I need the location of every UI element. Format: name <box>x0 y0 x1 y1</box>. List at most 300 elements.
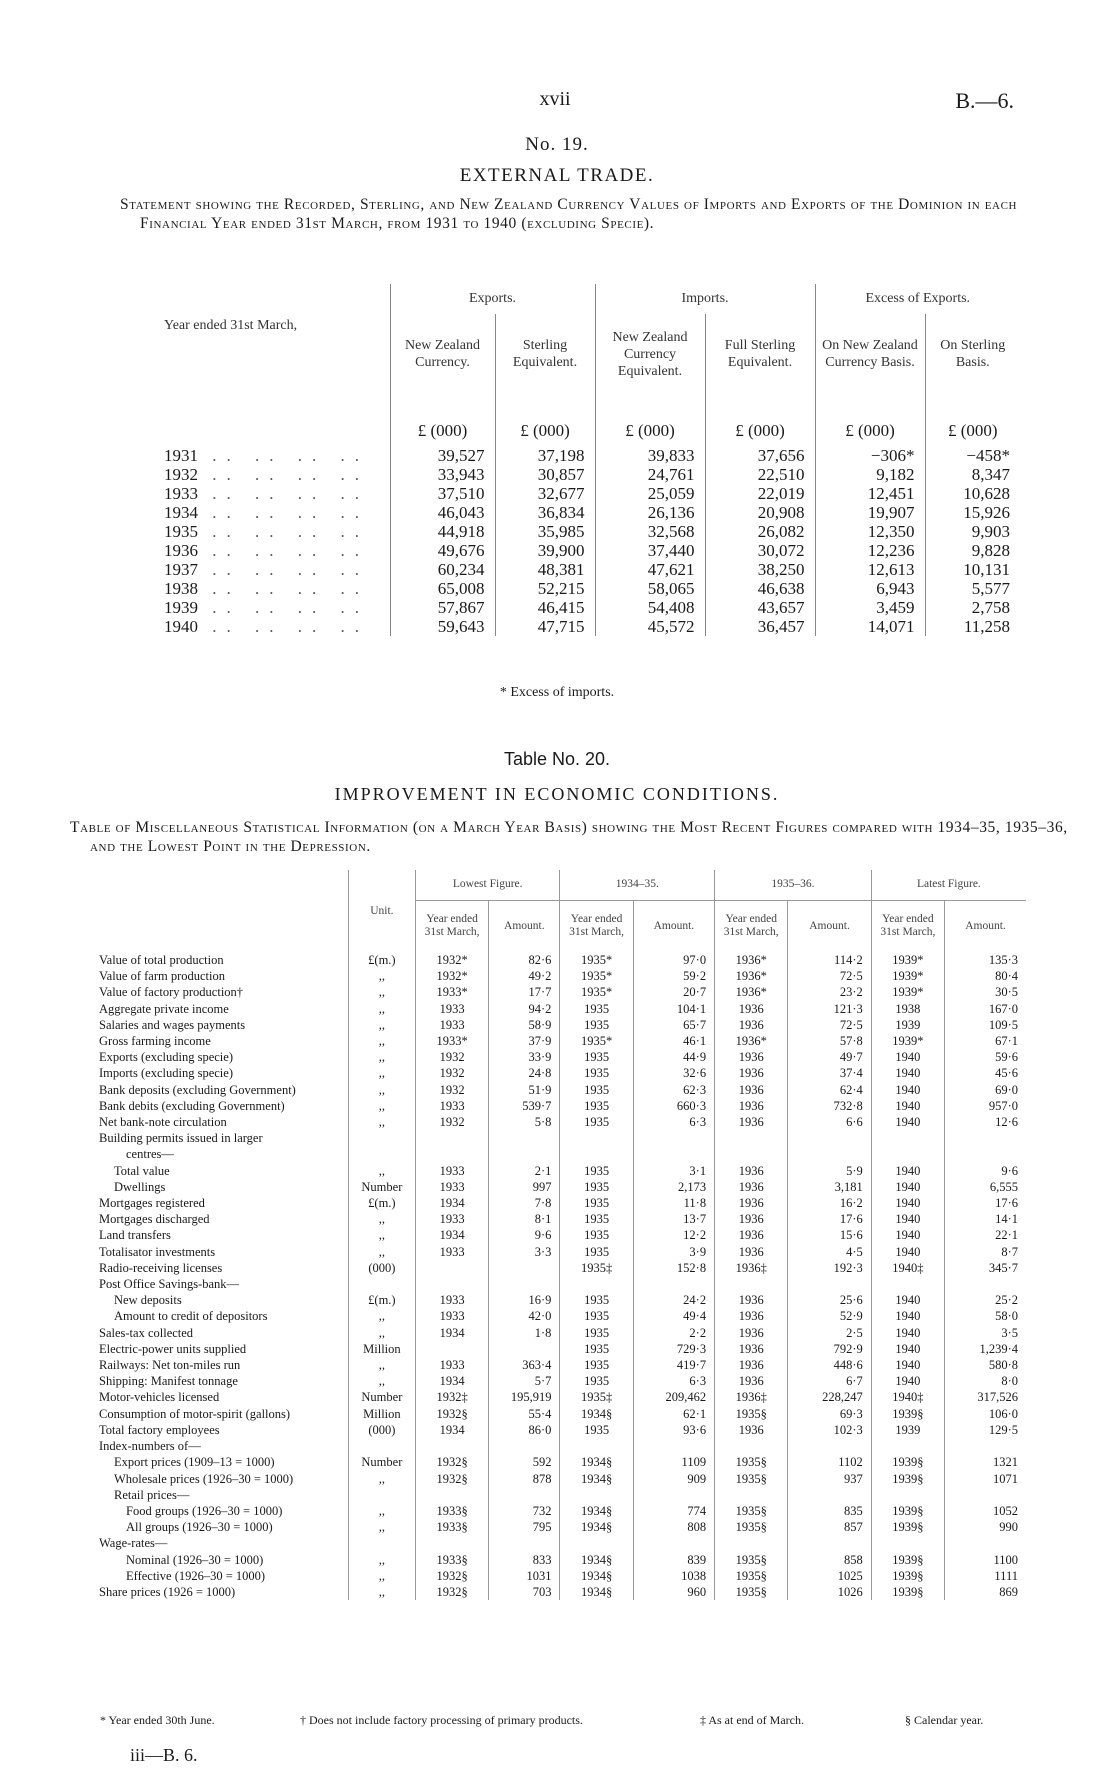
row-label: Dwellings <box>114 1179 166 1194</box>
table-row <box>96 1033 1026 1049</box>
year-cell <box>160 446 390 465</box>
subheader-nz-currency-equivalent: New Zealand Currency Equivalent. <box>595 314 705 394</box>
year-cell: 1933 <box>415 1211 488 1227</box>
amount-cell: 33·9 <box>489 1049 560 1065</box>
amount-cell: 3·3 <box>489 1244 560 1260</box>
amount-cell <box>633 1130 714 1146</box>
year-cell: 1933 <box>415 1098 488 1114</box>
row-label: Retail prices— <box>114 1487 190 1502</box>
unit-column-header: Unit. <box>348 870 415 952</box>
year-cell: 1940 <box>871 1065 944 1081</box>
amount-cell: 51·9 <box>489 1082 560 1098</box>
amount-cell: 3,181 <box>788 1179 871 1195</box>
amount-cell: 69·3 <box>788 1406 871 1422</box>
table-row <box>160 446 1020 465</box>
year-cell: 1935§ <box>715 1454 788 1470</box>
value-cell: 45,572 <box>595 617 705 636</box>
value-cell: 9,828 <box>925 541 1020 560</box>
amount-cell: 5·9 <box>788 1163 871 1179</box>
table-row <box>96 1519 1026 1535</box>
unit-cell: ,, <box>348 1065 415 1081</box>
amount-cell: 23·2 <box>788 984 871 1000</box>
value-cell: 26,082 <box>705 522 815 541</box>
amount-cell: 1071 <box>945 1471 1027 1487</box>
table-row <box>96 1406 1026 1422</box>
page-signature: iii—B. 6. <box>130 1745 198 1765</box>
amount-cell: 580·8 <box>945 1357 1027 1373</box>
footnote-factory-processing: † Does not include factory processing of primary products. <box>300 1713 583 1727</box>
year-cell <box>560 1487 633 1503</box>
year-cell: 1936 <box>715 1341 788 1357</box>
table-row <box>96 1001 1026 1017</box>
year-cell <box>871 1146 944 1162</box>
group-header-imports: Imports. <box>595 284 815 314</box>
amount-cell: 109·5 <box>945 1017 1027 1033</box>
year-cell: 1935 <box>560 1357 633 1373</box>
unit-cell: ,, <box>348 1017 415 1033</box>
amount-cell: 152·8 <box>633 1260 714 1276</box>
year-value: 1939 <box>164 598 198 617</box>
subheader-year: Year ended 31st March, <box>415 900 488 952</box>
year-cell: 1934§ <box>560 1519 633 1535</box>
amount-cell <box>489 1146 560 1162</box>
table-row <box>96 1049 1026 1065</box>
amount-cell: 1,239·4 <box>945 1341 1027 1357</box>
year-cell: 1936 <box>715 1244 788 1260</box>
year-cell: 1935* <box>560 984 633 1000</box>
year-value: 1940 <box>164 617 198 636</box>
amount-cell: 792·9 <box>788 1341 871 1357</box>
amount-cell: 808 <box>633 1519 714 1535</box>
leader-dots: .. .. .. .. <box>198 446 369 465</box>
amount-cell: 17·6 <box>945 1195 1027 1211</box>
value-cell: 59,643 <box>390 617 495 636</box>
year-cell <box>871 1130 944 1146</box>
year-cell: 1936 <box>715 1049 788 1065</box>
year-cell: 1940 <box>871 1049 944 1065</box>
value-cell: 12,236 <box>815 541 925 560</box>
amount-cell <box>633 1276 714 1292</box>
year-cell: 1934 <box>415 1325 488 1341</box>
value-cell: 38,250 <box>705 560 815 579</box>
row-label: centres— <box>126 1147 174 1162</box>
amount-cell: 25·2 <box>945 1292 1027 1308</box>
amount-cell: 25·6 <box>788 1292 871 1308</box>
amount-cell: 909 <box>633 1471 714 1487</box>
amount-cell: 7·8 <box>489 1195 560 1211</box>
table-row <box>96 1114 1026 1130</box>
amount-cell: 8·1 <box>489 1211 560 1227</box>
table-row <box>96 1568 1026 1584</box>
year-cell: 1935§ <box>715 1568 788 1584</box>
year-cell: 1933§ <box>415 1503 488 1519</box>
leader-dots: .. .. .. .. <box>198 617 369 636</box>
amount-cell: 97·0 <box>633 952 714 968</box>
table-row <box>160 598 1020 617</box>
value-cell: 54,408 <box>595 598 705 617</box>
row-label: Imports (excluding specie) <box>99 1066 233 1081</box>
unit-cell: ,, <box>348 1227 415 1243</box>
year-cell: 1936 <box>715 1357 788 1373</box>
subheader-year: Year ended 31st March, <box>871 900 944 952</box>
row-label: Index-numbers of— <box>99 1439 201 1454</box>
table-row <box>160 617 1020 636</box>
year-cell: 1940‡ <box>871 1389 944 1405</box>
year-cell <box>160 579 390 598</box>
value-cell: 25,059 <box>595 484 705 503</box>
year-cell: 1935 <box>560 1292 633 1308</box>
year-cell: 1939 <box>871 1422 944 1438</box>
year-cell: 1940‡ <box>871 1260 944 1276</box>
unit-label: £ (000) <box>390 394 495 446</box>
unit-cell: Number <box>348 1179 415 1195</box>
row-label: Total value <box>114 1163 170 1178</box>
leader-dots: .. .. .. .. <box>198 465 369 484</box>
year-cell: 1933 <box>415 1292 488 1308</box>
year-stub-header: Year ended 31st March, <box>164 318 298 333</box>
year-cell: 1940 <box>871 1179 944 1195</box>
year-cell: 1936 <box>715 1065 788 1081</box>
amount-cell: 57·8 <box>788 1033 871 1049</box>
unit-label: £ (000) <box>925 394 1020 446</box>
group-header-1935-36: 1935–36. <box>715 870 872 900</box>
year-cell <box>415 1276 488 1292</box>
table-row <box>160 541 1020 560</box>
row-label: Consumption of motor-spirit (gallons) <box>99 1406 291 1421</box>
amount-cell: 86·0 <box>489 1422 560 1438</box>
year-cell: 1935 <box>560 1211 633 1227</box>
amount-cell: 17·6 <box>788 1211 871 1227</box>
year-cell <box>715 1130 788 1146</box>
year-cell: 1936 <box>715 1422 788 1438</box>
unit-cell: ,, <box>348 1049 415 1065</box>
year-cell <box>871 1276 944 1292</box>
year-cell: 1933 <box>415 1357 488 1373</box>
year-cell: 1934§ <box>560 1552 633 1568</box>
amount-cell: 703 <box>489 1584 560 1600</box>
table-row <box>160 484 1020 503</box>
year-cell: 1934§ <box>560 1568 633 1584</box>
year-cell: 1940 <box>871 1114 944 1130</box>
subheader-amount: Amount. <box>489 900 560 952</box>
table-row <box>96 1082 1026 1098</box>
amount-cell: 3·1 <box>633 1163 714 1179</box>
year-cell: 1935§ <box>715 1519 788 1535</box>
table-row <box>96 1341 1026 1357</box>
amount-cell: 6,555 <box>945 1179 1027 1195</box>
table-row <box>160 465 1020 484</box>
value-cell: 22,510 <box>705 465 815 484</box>
unit-label: £ (000) <box>815 394 925 446</box>
row-label: Wholesale prices (1926–30 = 1000) <box>114 1471 294 1486</box>
year-cell: 1932* <box>415 952 488 968</box>
value-cell: 47,621 <box>595 560 705 579</box>
amount-cell: 6·3 <box>633 1114 714 1130</box>
year-cell <box>160 617 390 636</box>
amount-cell: 6·7 <box>788 1373 871 1389</box>
row-label: Mortgages discharged <box>99 1212 210 1227</box>
year-cell <box>415 1130 488 1146</box>
year-cell <box>715 1146 788 1162</box>
year-cell: 1940 <box>871 1082 944 1098</box>
year-cell: 1936 <box>715 1373 788 1389</box>
year-cell: 1932 <box>415 1065 488 1081</box>
amount-cell: 1109 <box>633 1454 714 1470</box>
amount-cell <box>788 1130 871 1146</box>
year-cell: 1932§ <box>415 1471 488 1487</box>
row-label: Electric-power units supplied <box>99 1341 247 1356</box>
amount-cell: 135·3 <box>945 952 1027 968</box>
amount-cell: 419·7 <box>633 1357 714 1373</box>
value-cell: 3,459 <box>815 598 925 617</box>
leader-dots: .. .. .. .. <box>198 522 369 541</box>
year-cell: 1936 <box>715 1227 788 1243</box>
table-20-title: IMPROVEMENT IN ECONOMIC CONDITIONS. <box>334 784 780 804</box>
year-cell: 1940 <box>871 1227 944 1243</box>
amount-cell: 2·2 <box>633 1325 714 1341</box>
amount-cell: 957·0 <box>945 1098 1027 1114</box>
table-19-description: Statement showing the Recorded, Sterling, and New Zealand Currency Values of Imports and Exports of the Dominion in each Financial Year ended 31st March, from 1931 to 1940 (excluding Specie). <box>120 196 1018 232</box>
row-label: Value of factory production† <box>99 985 244 1000</box>
year-cell: 1935 <box>560 1308 633 1324</box>
year-cell: 1939§ <box>871 1471 944 1487</box>
value-cell: 48,381 <box>495 560 595 579</box>
year-cell: 1933 <box>415 1001 488 1017</box>
value-cell: 12,451 <box>815 484 925 503</box>
year-cell: 1932* <box>415 968 488 984</box>
amount-cell <box>633 1146 714 1162</box>
value-cell: 12,350 <box>815 522 925 541</box>
subheader-on-sterling-basis: On Sterling Basis. <box>925 314 1020 394</box>
amount-cell: 20·7 <box>633 984 714 1000</box>
year-value: 1936 <box>164 541 198 560</box>
value-cell: −458* <box>925 446 1020 465</box>
year-cell: 1935 <box>560 1065 633 1081</box>
group-header-excess: Excess of Exports. <box>815 284 1020 314</box>
amount-cell: 2·5 <box>788 1325 871 1341</box>
value-cell: 37,440 <box>595 541 705 560</box>
amount-cell: 209,462 <box>633 1389 714 1405</box>
row-label: Sales-tax collected <box>99 1325 194 1340</box>
amount-cell <box>945 1438 1027 1454</box>
amount-cell: 16·9 <box>489 1292 560 1308</box>
year-cell: 1934§ <box>560 1454 633 1470</box>
amount-cell <box>489 1535 560 1551</box>
value-cell: −306* <box>815 446 925 465</box>
year-cell <box>715 1535 788 1551</box>
amount-cell: 114·2 <box>788 952 871 968</box>
year-cell: 1935§ <box>715 1406 788 1422</box>
year-cell <box>160 503 390 522</box>
unit-cell: ,, <box>348 1552 415 1568</box>
year-cell: 1933 <box>415 1163 488 1179</box>
value-cell: 39,527 <box>390 446 495 465</box>
year-cell: 1936 <box>715 1179 788 1195</box>
amount-cell: 104·1 <box>633 1001 714 1017</box>
value-cell: 57,867 <box>390 598 495 617</box>
leader-dots: .. .. .. .. <box>198 598 369 617</box>
unit-cell: ,, <box>348 1033 415 1049</box>
year-cell: 1940 <box>871 1098 944 1114</box>
table-row <box>96 1471 1026 1487</box>
year-cell <box>871 1487 944 1503</box>
amount-cell: 732·8 <box>788 1098 871 1114</box>
amount-cell: 363·4 <box>489 1357 560 1373</box>
amount-cell: 106·0 <box>945 1406 1027 1422</box>
table-row <box>96 1308 1026 1324</box>
value-cell: 6,943 <box>815 579 925 598</box>
value-cell: 9,903 <box>925 522 1020 541</box>
group-header-1934-35: 1934–35. <box>560 870 715 900</box>
amount-cell: 49·7 <box>788 1049 871 1065</box>
row-label: Value of farm production <box>99 969 226 984</box>
year-cell: 1932§ <box>415 1454 488 1470</box>
economic-conditions-table <box>96 870 1026 1600</box>
amount-cell: 937 <box>788 1471 871 1487</box>
amount-cell: 833 <box>489 1552 560 1568</box>
year-value: 1931 <box>164 446 198 465</box>
year-cell: 1939§ <box>871 1406 944 1422</box>
value-cell: 52,215 <box>495 579 595 598</box>
year-cell: 1936 <box>715 1114 788 1130</box>
value-cell: 11,258 <box>925 617 1020 636</box>
year-cell: 1935* <box>560 1033 633 1049</box>
year-cell: 1940 <box>871 1357 944 1373</box>
value-cell: 26,136 <box>595 503 705 522</box>
year-cell: 1932 <box>415 1114 488 1130</box>
value-cell: 20,908 <box>705 503 815 522</box>
year-cell: 1935 <box>560 1195 633 1211</box>
group-header-latest: Latest Figure. <box>871 870 1026 900</box>
amount-cell <box>945 1535 1027 1551</box>
amount-cell: 46·1 <box>633 1033 714 1049</box>
amount-cell: 345·7 <box>945 1260 1027 1276</box>
year-cell: 1940 <box>871 1341 944 1357</box>
value-cell: 15,926 <box>925 503 1020 522</box>
year-value: 1934 <box>164 503 198 522</box>
row-label: Share prices (1926 = 1000) <box>99 1584 236 1599</box>
value-cell: 33,943 <box>390 465 495 484</box>
year-cell: 1933§ <box>415 1519 488 1535</box>
row-label: Bank debits (excluding Government) <box>99 1098 285 1113</box>
year-cell: 1936 <box>715 1017 788 1033</box>
year-cell: 1935‡ <box>560 1389 633 1405</box>
amount-cell <box>788 1276 871 1292</box>
table-row <box>96 1227 1026 1243</box>
amount-cell: 49·4 <box>633 1308 714 1324</box>
amount-cell: 102·3 <box>788 1422 871 1438</box>
value-cell: 47,715 <box>495 617 595 636</box>
amount-cell: 69·0 <box>945 1082 1027 1098</box>
amount-cell: 93·6 <box>633 1422 714 1438</box>
amount-cell: 65·7 <box>633 1017 714 1033</box>
unit-cell: ,, <box>348 1244 415 1260</box>
amount-cell <box>788 1146 871 1162</box>
year-cell: 1935§ <box>715 1503 788 1519</box>
amount-cell: 1102 <box>788 1454 871 1470</box>
amount-cell <box>489 1341 560 1357</box>
amount-cell <box>945 1130 1027 1146</box>
row-label: Wage-rates— <box>99 1536 168 1551</box>
unit-cell: Million <box>348 1406 415 1422</box>
year-cell: 1936* <box>715 952 788 968</box>
amount-cell: 835 <box>788 1503 871 1519</box>
row-label: Nominal (1926–30 = 1000) <box>126 1552 264 1567</box>
leader-dots: .. .. .. .. <box>198 541 369 560</box>
table-19-title: EXTERNAL TRADE. <box>459 165 655 186</box>
subheader-sterling: Sterling Equivalent. <box>495 314 595 394</box>
year-cell: 1940 <box>871 1308 944 1324</box>
table-row <box>96 1276 1026 1292</box>
table-row <box>96 1373 1026 1389</box>
amount-cell: 52·9 <box>788 1308 871 1324</box>
year-cell: 1935 <box>560 1373 633 1389</box>
unit-cell: ,, <box>348 1503 415 1519</box>
table-row <box>96 968 1026 984</box>
year-cell <box>160 541 390 560</box>
amount-cell: 9·6 <box>945 1163 1027 1179</box>
year-cell: 1939§ <box>871 1584 944 1600</box>
year-cell: 1935 <box>560 1227 633 1243</box>
row-label: Mortgages registered <box>99 1196 205 1211</box>
year-cell: 1936‡ <box>715 1260 788 1276</box>
year-cell: 1933 <box>415 1179 488 1195</box>
value-cell: 35,985 <box>495 522 595 541</box>
year-cell: 1940 <box>871 1244 944 1260</box>
amount-cell: 24·8 <box>489 1065 560 1081</box>
document-reference: B.—6. <box>955 88 1014 113</box>
unit-cell: Million <box>348 1341 415 1357</box>
year-cell <box>415 1438 488 1454</box>
amount-cell: 22·1 <box>945 1227 1027 1243</box>
year-cell: 1935* <box>560 952 633 968</box>
year-cell: 1933 <box>415 1308 488 1324</box>
year-cell: 1935 <box>560 1017 633 1033</box>
year-cell: 1940 <box>871 1373 944 1389</box>
year-cell: 1932 <box>415 1049 488 1065</box>
year-cell: 1939 <box>871 1017 944 1033</box>
year-cell: 1934 <box>415 1422 488 1438</box>
row-label: Totalisator investments <box>99 1244 216 1259</box>
year-cell: 1933* <box>415 984 488 1000</box>
year-cell <box>560 1130 633 1146</box>
value-cell: 19,907 <box>815 503 925 522</box>
table-row <box>160 560 1020 579</box>
amount-cell: 839 <box>633 1552 714 1568</box>
unit-cell: Number <box>348 1389 415 1405</box>
unit-cell <box>348 1438 415 1454</box>
unit-cell: (000) <box>348 1422 415 1438</box>
value-cell: 46,415 <box>495 598 595 617</box>
amount-cell: 1038 <box>633 1568 714 1584</box>
year-cell: 1940 <box>871 1195 944 1211</box>
year-cell: 1936* <box>715 984 788 1000</box>
year-cell <box>160 484 390 503</box>
value-cell: 22,019 <box>705 484 815 503</box>
value-cell: 12,613 <box>815 560 925 579</box>
amount-cell: 1052 <box>945 1503 1027 1519</box>
year-cell: 1939§ <box>871 1552 944 1568</box>
year-cell: 1935§ <box>715 1584 788 1600</box>
amount-cell: 121·3 <box>788 1001 871 1017</box>
value-cell: 9,182 <box>815 465 925 484</box>
leader-dots: .. .. .. .. <box>198 579 369 598</box>
year-cell: 1935 <box>560 1163 633 1179</box>
unit-label: £ (000) <box>595 394 705 446</box>
year-cell <box>160 465 390 484</box>
amount-cell: 869 <box>945 1584 1027 1600</box>
amount-cell: 17·7 <box>489 984 560 1000</box>
